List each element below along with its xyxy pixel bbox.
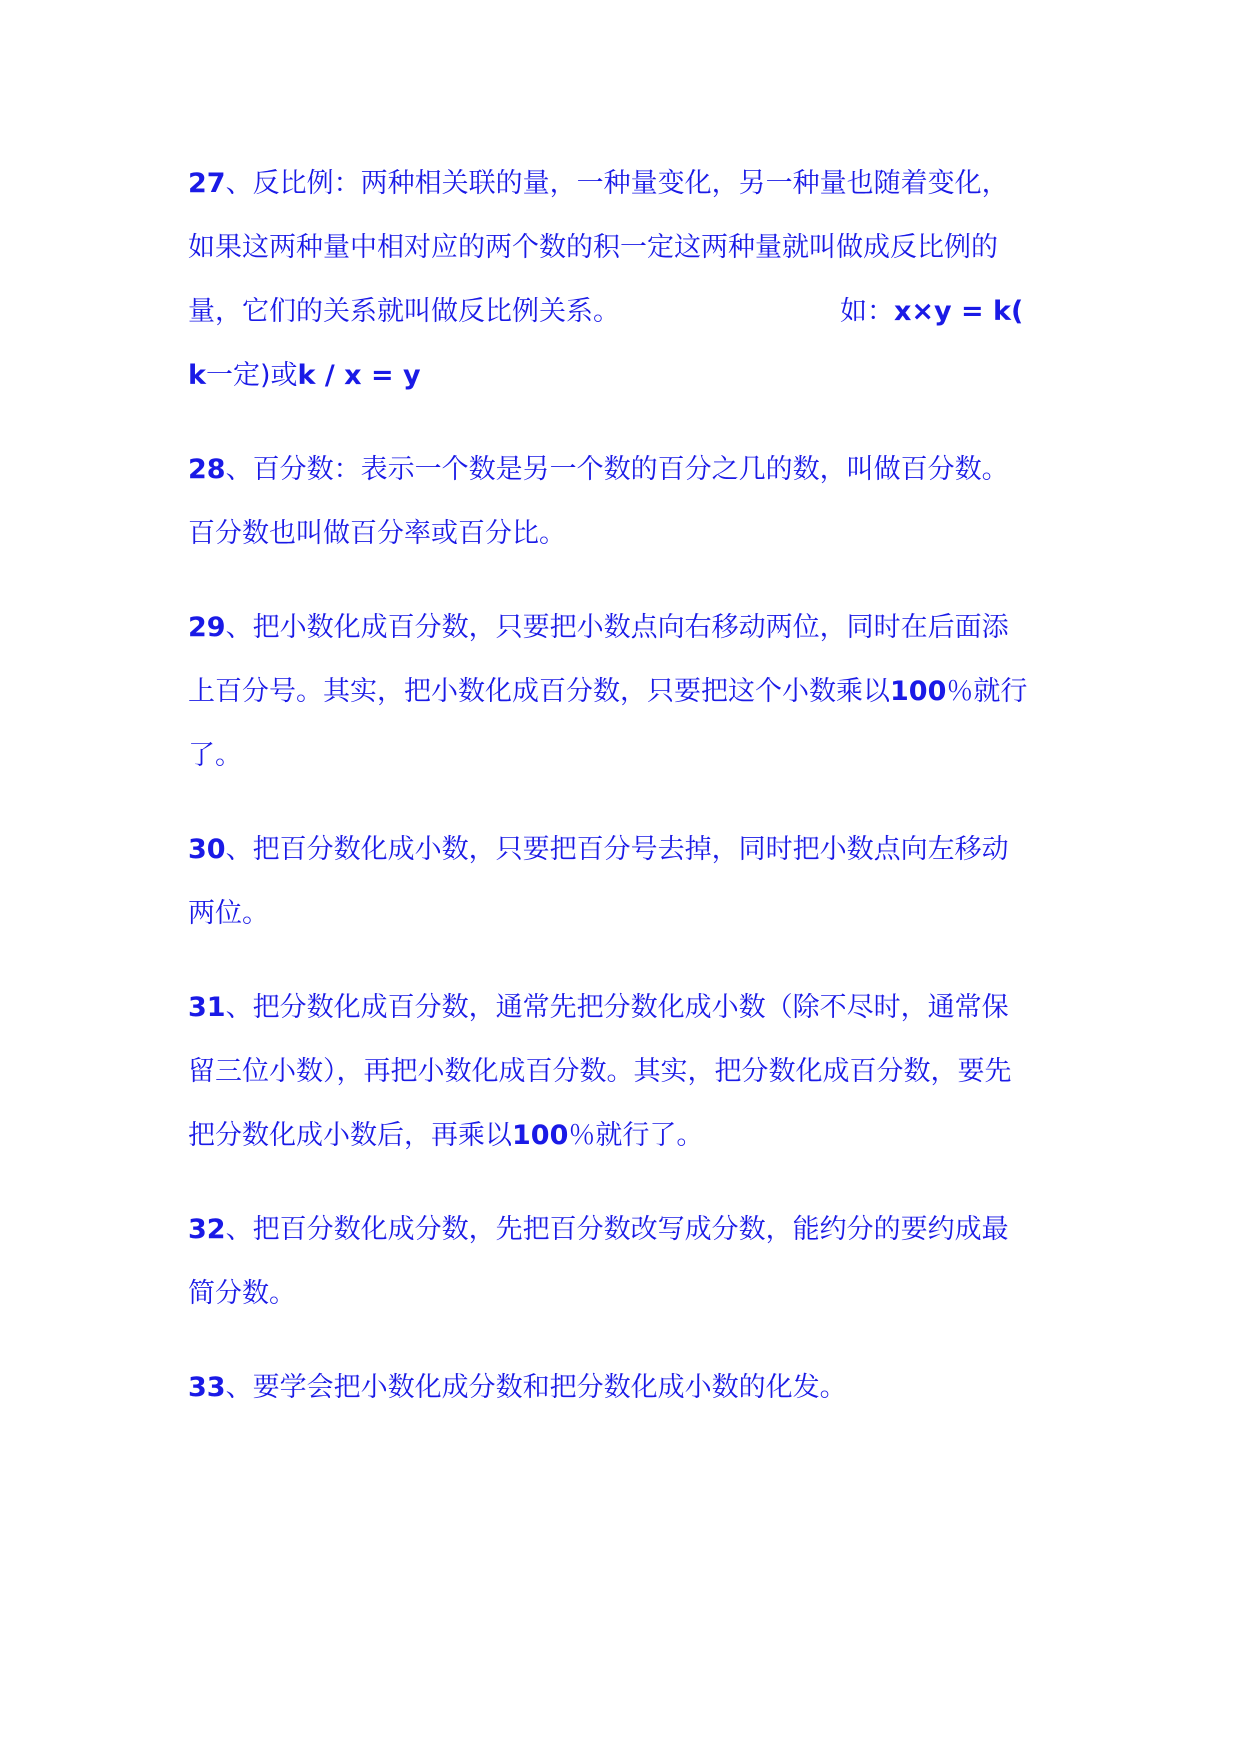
- formula-text: x×y = k(: [894, 296, 1024, 327]
- item-number: 32: [188, 1214, 226, 1245]
- item-number: 28: [188, 454, 226, 485]
- item-text: 、把分数化成百分数，通常先把分数化成小数（除不尽时，通常保: [225, 992, 1009, 1023]
- item-text: 把分数化成小数后，再乘以: [188, 1120, 512, 1151]
- item-number: 33: [188, 1372, 226, 1403]
- list-item-31: [188, 976, 1068, 1168]
- list-item-27: [188, 152, 1068, 408]
- formula-text: k: [188, 360, 206, 391]
- formula-text: 一定)或: [205, 360, 298, 391]
- item-text: 、把百分数化成小数，只要把百分号去掉，同时把小数点向左移动: [225, 834, 1009, 865]
- formula-prefix: 如：: [840, 296, 894, 327]
- item-text: 量，它们的关系就叫做反比例关系。: [188, 296, 620, 327]
- item-number: 29: [188, 612, 226, 643]
- formula-text: k / x = y: [297, 360, 421, 391]
- item-text: 、要学会把小数化成分数和把分数化成小数的化发。: [225, 1372, 847, 1403]
- item-text: 百分数也叫做百分率或百分比。: [188, 518, 566, 549]
- item-text: 、百分数：表示一个数是另一个数的百分之几的数，叫做百分数。: [225, 454, 1009, 485]
- percent-value: 100: [512, 1120, 569, 1151]
- item-text: ％就行: [946, 676, 1028, 707]
- item-number: 27: [188, 168, 226, 199]
- item-text: 简分数。: [188, 1278, 296, 1309]
- item-text: 上百分号。其实，把小数化成百分数，只要把这个小数乘以: [188, 676, 890, 707]
- item-text: 、反比例：两种相关联的量，一种量变化，另一种量也随着变化，: [225, 168, 1009, 199]
- list-item-30: [188, 818, 1068, 946]
- list-item-28: [188, 438, 1068, 566]
- item-text: 两位。: [188, 898, 269, 929]
- item-text: 留三位小数），再把小数化成百分数。其实，把分数化成百分数，要先: [188, 1056, 1012, 1087]
- item-text: 、把百分数化成分数，先把百分数改写成分数，能约分的要约成最: [225, 1214, 1009, 1245]
- item-number: 30: [188, 834, 226, 865]
- item-number: 31: [188, 992, 226, 1023]
- percent-value: 100: [890, 676, 947, 707]
- list-item-29: [188, 596, 1068, 788]
- document-body: [188, 152, 1068, 1450]
- item-text: 、把小数化成百分数，只要把小数点向右移动两位，同时在后面添: [225, 612, 1009, 643]
- item-text: 如果这两种量中相对应的两个数的积一定这两种量就叫做成反比例的: [188, 232, 998, 263]
- list-item-33: [188, 1356, 1068, 1420]
- item-text: ％就行了。: [568, 1120, 704, 1151]
- list-item-32: [188, 1198, 1068, 1326]
- item-text: 了。: [188, 740, 242, 771]
